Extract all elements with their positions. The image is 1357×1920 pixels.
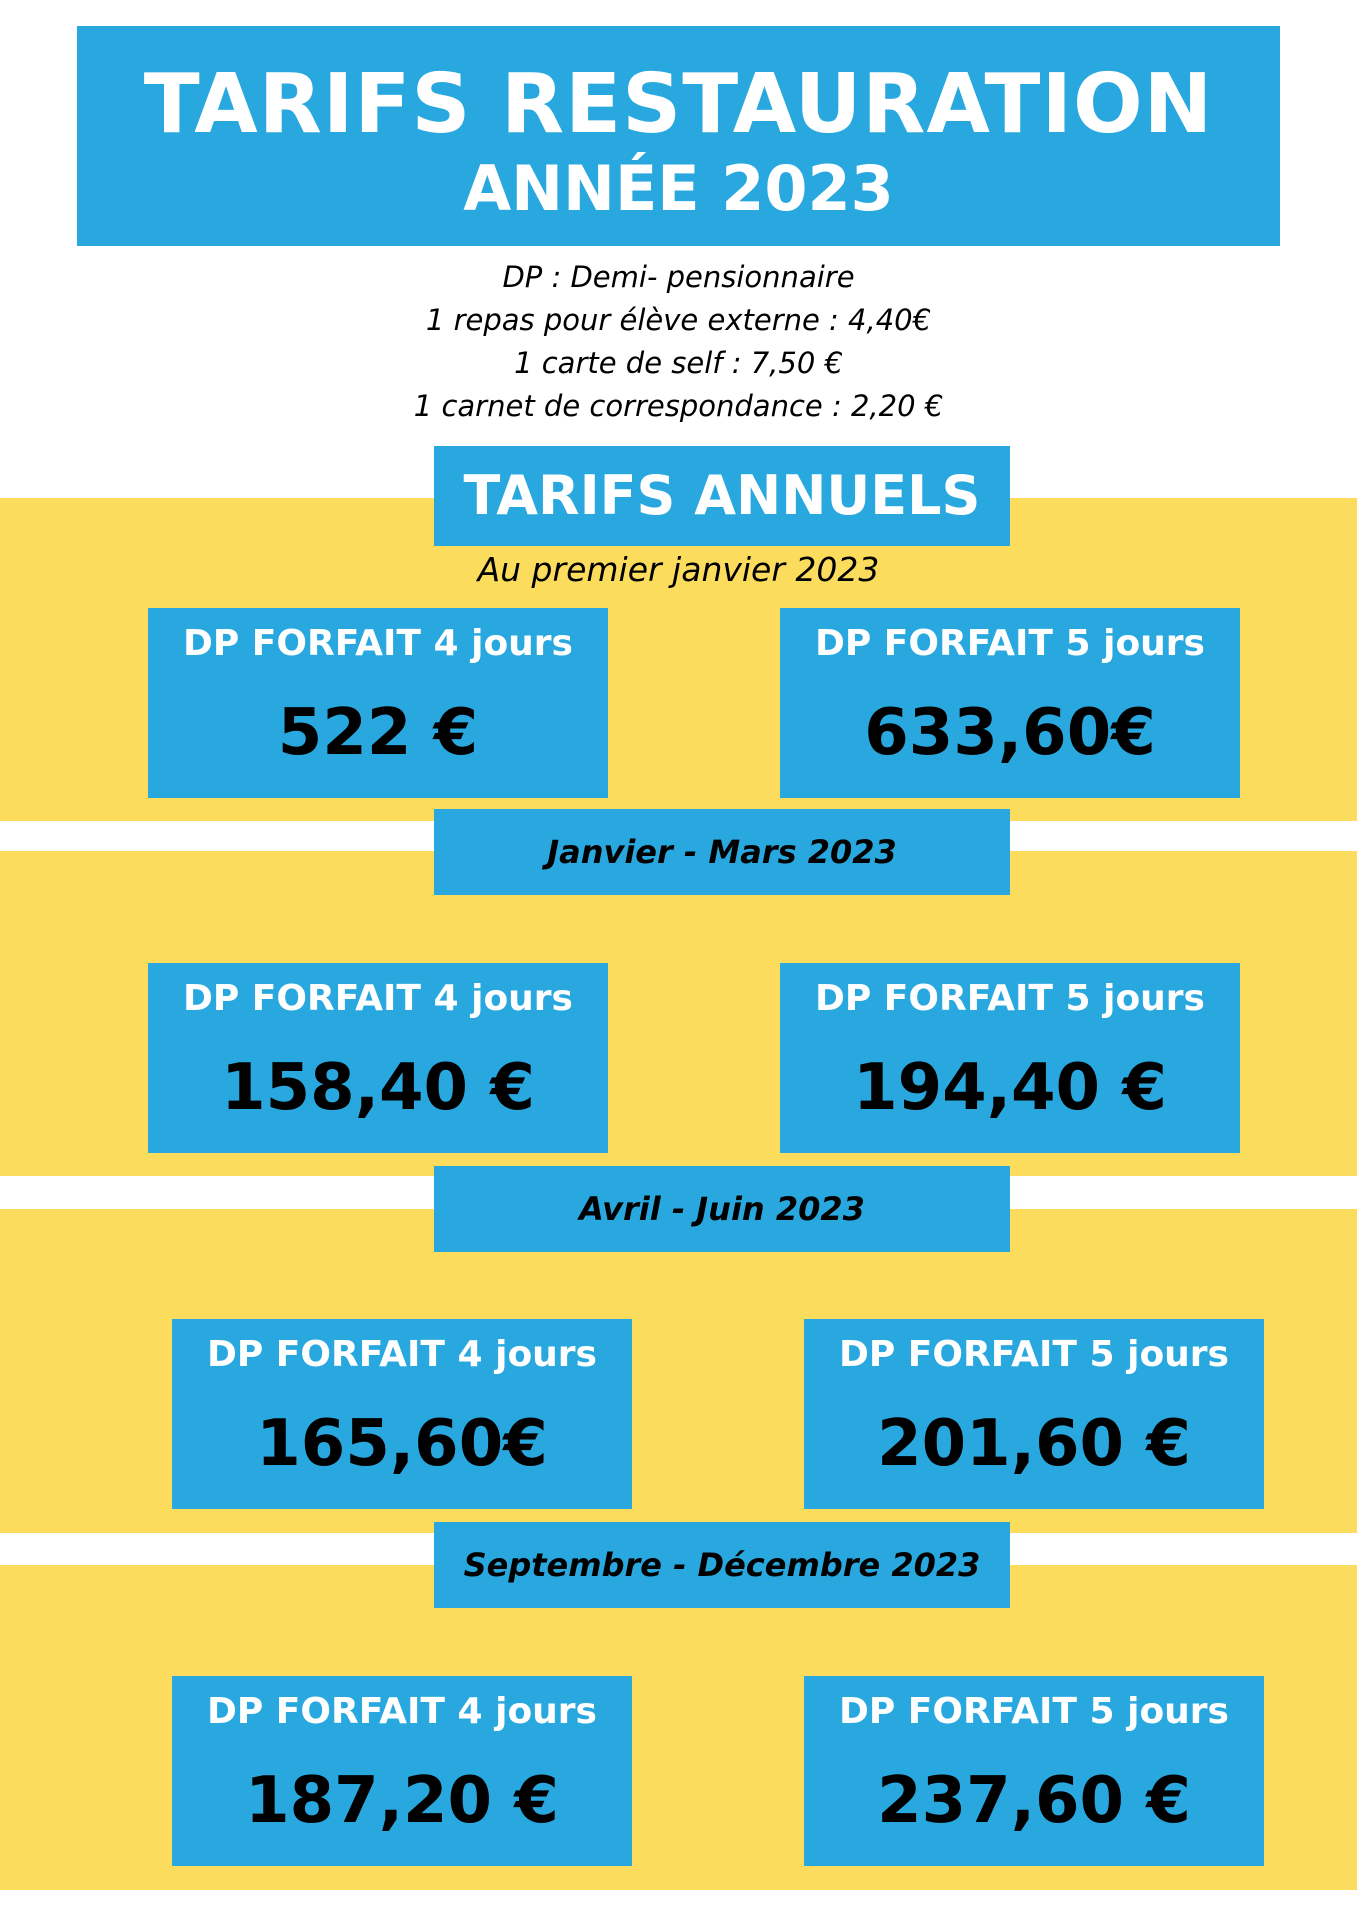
forfait-label: DP FORFAIT 4 jours	[207, 1691, 597, 1732]
q1-forfait-5-card	[780, 963, 1240, 1153]
info-line-carnet: 1 carnet de correspondance : 2,20 €	[413, 389, 944, 423]
forfait-price: 158,40 €	[221, 1051, 535, 1125]
period-label-q1: Janvier - Mars 2023	[434, 809, 1010, 895]
page-title: TARIFS RESTAURATION	[143, 57, 1214, 152]
forfait-label: DP FORFAIT 5 jours	[839, 1334, 1229, 1375]
q2-forfait-5-card	[804, 1319, 1264, 1509]
annual-forfait-5-card	[780, 608, 1240, 798]
forfait-label: DP FORFAIT 5 jours	[815, 978, 1205, 1019]
annual-subtitle: Au premier janvier 2023	[477, 550, 880, 589]
forfait-price: 237,60 €	[877, 1764, 1191, 1838]
annual-title-box: TARIFS ANNUELS	[434, 446, 1010, 546]
page-subtitle: ANNÉE 2023	[463, 152, 894, 225]
info-line-repas: 1 repas pour élève externe : 4,40€	[425, 303, 932, 337]
q3-forfait-4-card	[172, 1676, 632, 1866]
period-label-q3: Septembre - Décembre 2023	[434, 1522, 1010, 1608]
info-line-carte: 1 carte de self : 7,50 €	[514, 346, 843, 380]
forfait-price: 201,60 €	[877, 1407, 1191, 1481]
forfait-price: 187,20 €	[245, 1764, 559, 1838]
forfait-label: DP FORFAIT 5 jours	[815, 623, 1205, 664]
forfait-price: 633,60€	[864, 696, 1156, 770]
info-line-dp: DP : Demi- pensionnaire	[502, 260, 855, 294]
q2-forfait-4-card	[172, 1319, 632, 1509]
header-banner	[77, 26, 1280, 246]
forfait-label: DP FORFAIT 5 jours	[839, 1691, 1229, 1732]
forfait-label: DP FORFAIT 4 jours	[183, 623, 573, 664]
info-block	[0, 256, 1357, 428]
forfait-price: 165,60€	[256, 1407, 548, 1481]
forfait-label: DP FORFAIT 4 jours	[183, 978, 573, 1019]
period-label-q2: Avril - Juin 2023	[434, 1166, 1010, 1252]
annual-forfait-4-card	[148, 608, 608, 798]
q3-forfait-5-card	[804, 1676, 1264, 1866]
forfait-price: 194,40 €	[853, 1051, 1167, 1125]
q1-forfait-4-card	[148, 963, 608, 1153]
forfait-price: 522 €	[277, 696, 479, 770]
forfait-label: DP FORFAIT 4 jours	[207, 1334, 597, 1375]
